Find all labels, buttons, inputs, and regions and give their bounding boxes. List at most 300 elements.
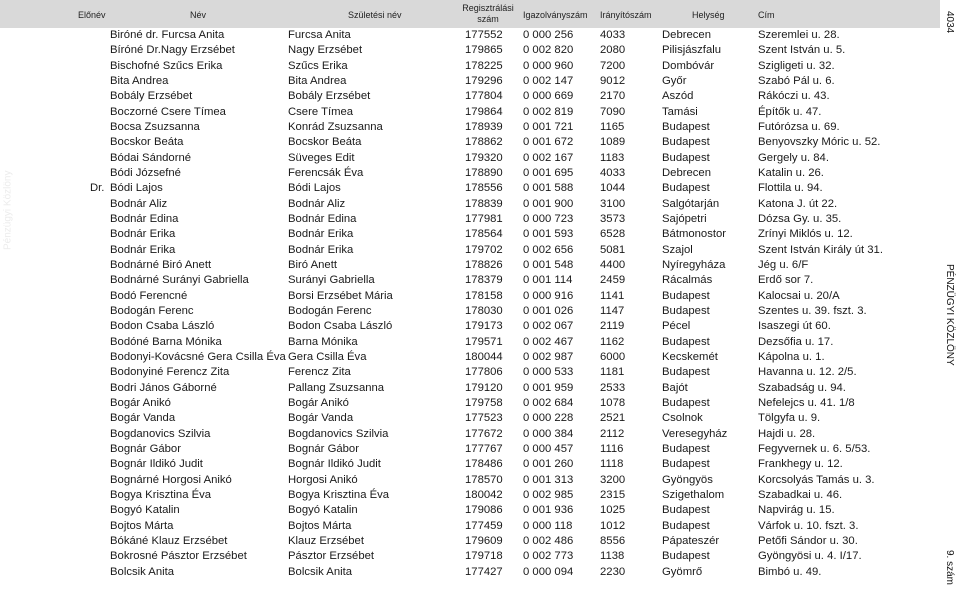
row-zip: 1025: [600, 504, 626, 517]
row-city: Salgótarján: [662, 197, 720, 210]
row-city: Budapest: [662, 304, 710, 317]
table-row: [0, 396, 940, 411]
page-number: 4034: [944, 10, 955, 34]
table-row: [0, 43, 940, 58]
row-address: Nefelejcs u. 41. 1/8: [758, 396, 855, 409]
row-birth-name: Bodnár Aliz: [288, 197, 346, 210]
row-birth-name: Bobály Erzsébet: [288, 90, 371, 103]
row-birth-name: Furcsa Anita: [288, 29, 351, 41]
row-birth-name: Horgosi Anikó: [288, 473, 358, 486]
row-city: Pilisjászfalu: [662, 44, 722, 57]
row-address: Bimbó u. 49.: [758, 565, 822, 578]
row-city: Rácalmás: [662, 274, 713, 287]
row-zip: 4400: [600, 258, 626, 271]
row-id-card: 0 000 228: [523, 412, 574, 425]
row-address: Hajdi u. 28.: [758, 427, 816, 440]
row-city: Gyöngyös: [662, 473, 713, 486]
row-address: Építők u. 47.: [758, 105, 822, 118]
issue-number: 9. szám: [944, 549, 955, 585]
row-address: Szabadkai u. 46.: [758, 488, 843, 501]
table-row: [0, 227, 940, 242]
row-zip: 1162: [600, 335, 625, 348]
row-zip: 1118: [600, 458, 624, 471]
row-reg-number: 180044: [465, 350, 503, 363]
header-reg-line2: szám: [477, 14, 499, 24]
row-id-card: 0 001 260: [523, 458, 574, 471]
row-address: Kalocsai u. 20/A: [758, 289, 840, 302]
row-address: Zrínyi Miklós u. 12.: [758, 228, 853, 241]
row-address: Szeremlei u. 28.: [758, 29, 840, 41]
row-name: Bodonyi-Kovácsné Gera Csilla Éva: [110, 350, 286, 363]
row-birth-name: Nagy Erzsébet: [288, 44, 363, 57]
table-row: [0, 442, 940, 457]
row-city: Gyömrő: [662, 565, 703, 578]
row-name: Bocsa Zsuzsanna: [110, 121, 200, 133]
row-address: Napvirág u. 15.: [758, 504, 835, 517]
row-name: Bodnár Erika: [110, 228, 176, 241]
row-name: Bodnárné Surányi Gabriella: [110, 274, 249, 287]
row-birth-name: Barna Mónika: [288, 335, 358, 348]
row-zip: 1012: [600, 519, 626, 532]
row-zip: 1116: [600, 442, 624, 455]
row-address: Szigligeti u. 32.: [758, 59, 835, 72]
row-address: Kápolna u. 1.: [758, 350, 825, 363]
watermark: Pénzügyi Közlöny: [2, 170, 14, 250]
row-birth-name: Bodon Csaba László: [288, 320, 393, 333]
table-row: [0, 197, 940, 212]
row-city: Kecskemét: [662, 350, 718, 363]
row-birth-name: Bodnár Erika: [288, 243, 354, 256]
row-address: Tölgyfa u. 9.: [758, 412, 821, 425]
table-row: [0, 549, 940, 564]
row-name: Bodnár Aliz: [110, 197, 168, 210]
row-birth-name: Ferencz Zita: [288, 366, 351, 379]
row-id-card: 0 001 114: [523, 274, 573, 287]
row-reg-number: 178564: [465, 228, 503, 241]
row-birth-name: Bognár Ildikó Judit: [288, 458, 381, 471]
table-row: [0, 258, 940, 273]
row-name: Bodri János Gáborné: [110, 381, 217, 394]
row-name: Bókáné Klauz Erzsébet: [110, 534, 228, 547]
row-zip: 1165: [600, 121, 625, 133]
row-id-card: 0 002 773: [523, 550, 574, 563]
row-name: Bogár Anikó: [110, 396, 171, 409]
row-address: Szent István Király út 31.: [758, 243, 883, 256]
row-city: Veresegyház: [662, 427, 728, 440]
row-zip: 6528: [600, 228, 626, 241]
row-city: Budapest: [662, 289, 710, 302]
row-birth-name: Biró Anett: [288, 258, 337, 271]
row-id-card: 0 000 118: [523, 519, 573, 532]
row-city: Nyíregyháza: [662, 258, 726, 271]
row-zip: 2315: [600, 488, 626, 501]
row-reg-number: 178939: [465, 121, 503, 133]
row-address: Frankhegy u. 12.: [758, 458, 843, 471]
header-prefix: Előnév: [78, 10, 106, 20]
row-name: Bognárné Horgosi Anikó: [110, 473, 232, 486]
table-row: [0, 135, 940, 150]
table-row: [0, 74, 940, 89]
row-id-card: 0 002 467: [523, 335, 574, 348]
row-reg-number: 178862: [465, 136, 503, 149]
row-name: Bognár Ildikó Judit: [110, 458, 203, 471]
row-address: Fegyvernek u. 6. 5/53.: [758, 442, 871, 455]
row-birth-name: Bogdanovics Szilvia: [288, 427, 389, 440]
row-city: Budapest: [662, 366, 710, 379]
table-row: [0, 181, 940, 196]
row-address: Isaszegi út 60.: [758, 320, 831, 333]
row-address: Katalin u. 26.: [758, 167, 824, 179]
row-city: Budapest: [662, 458, 710, 471]
row-reg-number: 179173: [465, 320, 503, 333]
row-id-card: 0 001 672: [523, 136, 574, 149]
row-name: Bogár Vanda: [110, 412, 176, 425]
row-zip: 1181: [600, 366, 625, 379]
row-city: Budapest: [662, 442, 710, 455]
row-id-card: 0 001 900: [523, 197, 574, 210]
header-id-card: Igazolványszám: [523, 10, 588, 20]
row-id-card: 0 000 960: [523, 59, 574, 72]
row-birth-name: Surányi Gabriella: [288, 274, 375, 287]
row-name: Bodnár Edina: [110, 213, 179, 225]
row-birth-name: Csere Tímea: [288, 105, 354, 118]
row-birth-name: Pallang Zsuzsanna: [288, 381, 385, 394]
row-city: Budapest: [662, 182, 710, 195]
row-name: Bodó Ferencné: [110, 289, 188, 302]
row-reg-number: 177552: [465, 29, 503, 41]
table-row: [0, 350, 940, 365]
row-city: Tamási: [662, 105, 698, 118]
table-header: [0, 0, 940, 28]
row-birth-name: Bognár Gábor: [288, 442, 359, 455]
row-name: Bocskor Beáta: [110, 136, 184, 149]
row-id-card: 0 000 094: [523, 565, 574, 578]
row-reg-number: 178225: [465, 59, 503, 72]
row-birth-name: Bodogán Ferenc: [288, 304, 372, 317]
row-birth-name: Ferencsák Éva: [288, 167, 364, 179]
header-reg-number: [458, 3, 518, 25]
row-id-card: 0 002 985: [523, 488, 574, 501]
row-name: Boczorné Csere Tímea: [110, 105, 226, 118]
row-zip: 7090: [600, 105, 626, 118]
table-row: [0, 273, 940, 288]
row-city: Csolnok: [662, 412, 703, 425]
row-id-card: 0 000 916: [523, 289, 574, 302]
row-id-card: 0 002 147: [523, 75, 574, 87]
row-birth-name: Bojtos Márta: [288, 519, 352, 532]
row-reg-number: 179571: [465, 335, 503, 348]
row-city: Debrecen: [662, 167, 711, 179]
row-name: Bodnárné Biró Anett: [110, 258, 212, 271]
row-birth-name: Bita Andrea: [288, 75, 347, 87]
row-reg-number: 180042: [465, 488, 503, 501]
row-city: Budapest: [662, 151, 710, 164]
row-reg-number: 179758: [465, 396, 503, 409]
row-city: Debrecen: [662, 29, 711, 41]
row-birth-name: Bogár Vanda: [288, 412, 354, 425]
row-birth-name: Bocskor Beáta: [288, 136, 362, 149]
row-zip: 4033: [600, 167, 626, 179]
row-zip: 7200: [600, 59, 626, 72]
row-zip: 1078: [600, 396, 626, 409]
table-row: [0, 105, 940, 120]
row-name: Bogyó Katalin: [110, 504, 180, 517]
page-side-margin: [940, 0, 959, 597]
row-name: Bódi Lajos: [110, 182, 163, 195]
row-address: Várfok u. 10. fszt. 3.: [758, 519, 859, 532]
table-row: [0, 365, 940, 380]
row-birth-name: Bogya Krisztina Éva: [288, 488, 390, 501]
row-city: Szigethalom: [662, 488, 725, 501]
row-birth-name: Bolcsik Anita: [288, 565, 353, 578]
row-address: Szabadság u. 94.: [758, 381, 846, 394]
row-birth-name: Gera Csilla Éva: [288, 350, 367, 363]
row-name: Bokrosné Pásztor Erzsébet: [110, 550, 247, 563]
row-id-card: 0 001 548: [523, 258, 574, 271]
row-zip: 1089: [600, 136, 626, 149]
row-birth-name: Süveges Edit: [288, 151, 355, 164]
row-reg-number: 179609: [465, 534, 503, 547]
row-city: Bátmonostor: [662, 228, 727, 241]
row-reg-number: 177806: [465, 366, 503, 379]
row-zip: 2521: [600, 412, 626, 425]
table-row: [0, 335, 940, 350]
row-birth-name: Bodnár Edina: [288, 213, 357, 225]
row-address: Szabó Pál u. 6.: [758, 75, 835, 87]
row-reg-number: 179120: [465, 381, 503, 394]
row-address: Dezsőfia u. 17.: [758, 335, 834, 348]
row-name: Bobály Erzsébet: [110, 90, 193, 103]
row-name: Bodnár Erika: [110, 243, 176, 256]
row-id-card: 0 000 723: [523, 213, 574, 225]
row-zip: 2119: [600, 320, 625, 333]
row-birth-name: Pásztor Erzsébet: [288, 550, 375, 563]
row-reg-number: 177459: [465, 519, 503, 532]
row-birth-name: Bogár Anikó: [288, 396, 349, 409]
row-name: Biróné dr. Furcsa Anita: [110, 29, 225, 41]
row-name: Bogdanovics Szilvia: [110, 427, 211, 440]
row-name: Bódi Józsefné: [110, 167, 181, 179]
row-city: Győr: [662, 75, 687, 87]
table-row: [0, 411, 940, 426]
row-id-card: 0 000 256: [523, 29, 574, 41]
row-address: Szentes u. 39. fszt. 3.: [758, 304, 867, 317]
row-reg-number: 177523: [465, 412, 503, 425]
header-address: Cím: [758, 10, 775, 20]
row-id-card: 0 001 026: [523, 304, 574, 317]
table-row: [0, 89, 940, 104]
row-zip: 2230: [600, 565, 626, 578]
row-reg-number: 178030: [465, 304, 503, 317]
row-city: Budapest: [662, 136, 710, 149]
row-reg-number: 178556: [465, 182, 503, 195]
row-address: Rákóczi u. 43.: [758, 90, 830, 103]
row-id-card: 0 001 959: [523, 381, 574, 394]
row-id-card: 0 002 819: [523, 105, 574, 118]
row-city: Budapest: [662, 504, 710, 517]
row-reg-number: 178890: [465, 167, 503, 179]
row-id-card: 0 002 656: [523, 243, 574, 256]
table-row: [0, 473, 940, 488]
header-name: Név: [190, 10, 207, 20]
table-row: [0, 304, 940, 319]
row-birth-name: Bódi Lajos: [288, 182, 341, 195]
row-city: Budapest: [662, 335, 710, 348]
row-reg-number: 179864: [465, 105, 503, 118]
row-id-card: 0 002 486: [523, 534, 574, 547]
row-zip: 2459: [600, 274, 626, 287]
row-reg-number: 178570: [465, 473, 503, 486]
row-zip: 4033: [600, 29, 626, 41]
row-reg-number: 177767: [465, 442, 503, 455]
table-row: [0, 28, 940, 43]
row-address: Dózsa Gy. u. 35.: [758, 213, 842, 225]
row-zip: 2533: [600, 381, 626, 394]
row-city: Budapest: [662, 519, 710, 532]
row-zip: 5081: [600, 243, 626, 256]
row-id-card: 0 001 721: [523, 121, 574, 133]
row-address: Gyöngyösi u. 4. I/17.: [758, 550, 862, 563]
row-reg-number: 179865: [465, 44, 503, 57]
row-address: Flottila u. 94.: [758, 182, 823, 195]
table-row: [0, 151, 940, 166]
row-reg-number: 177427: [465, 565, 503, 578]
row-id-card: 0 001 588: [523, 182, 574, 195]
row-birth-name: Szűcs Erika: [288, 59, 348, 72]
row-id-card: 0 002 684: [523, 396, 574, 409]
row-name: Bíróné Dr.Nagy Erzsébet: [110, 44, 235, 57]
header-city: Helység: [692, 10, 725, 20]
table-row: [0, 59, 940, 74]
row-reg-number: 179718: [465, 550, 503, 563]
row-id-card: 0 000 533: [523, 366, 574, 379]
table-row: [0, 166, 940, 181]
row-zip: 8556: [600, 534, 626, 547]
journal-title: PÉNZÜGYI KÖZLÖNY: [944, 264, 955, 366]
row-address: Petőfi Sándor u. 30.: [758, 534, 858, 547]
row-zip: 2080: [600, 44, 626, 57]
row-address: Havanna u. 12. 2/5.: [758, 366, 857, 379]
row-address: Benyovszky Móric u. 52.: [758, 136, 881, 149]
row-zip: 1044: [600, 182, 626, 195]
row-name: Bódai Sándorné: [110, 151, 192, 164]
row-id-card: 0 002 167: [523, 151, 574, 164]
table-row: [0, 488, 940, 503]
row-address: Szent István u. 5.: [758, 44, 846, 57]
row-name: Bogya Krisztina Éva: [110, 488, 212, 501]
header-reg-line1: Regisztrálási: [462, 3, 514, 13]
table-row: [0, 519, 940, 534]
row-birth-name: Konrád Zsuzsanna: [288, 121, 383, 133]
table-row: [0, 457, 940, 472]
row-birth-name: Bodnár Erika: [288, 228, 354, 241]
row-address: Futórózsa u. 69.: [758, 121, 840, 133]
row-city: Budapest: [662, 396, 710, 409]
row-city: Szajol: [662, 243, 693, 256]
row-address: Katona J. út 22.: [758, 197, 838, 210]
row-zip: 6000: [600, 350, 626, 363]
row-address: Gergely u. 84.: [758, 151, 829, 164]
row-address: Jég u. 6/F: [758, 258, 809, 271]
row-zip: 2170: [600, 90, 626, 103]
row-city: Pápateszér: [662, 534, 720, 547]
row-city: Budapest: [662, 550, 710, 563]
row-reg-number: 179296: [465, 75, 503, 87]
row-reg-number: 178158: [465, 289, 503, 302]
row-city: Aszód: [662, 90, 694, 103]
row-name: Bodogán Ferenc: [110, 304, 194, 317]
row-name: Bischofné Szűcs Erika: [110, 59, 223, 72]
row-reg-number: 179320: [465, 151, 503, 164]
row-zip: 1141: [600, 289, 625, 302]
row-zip: 3200: [600, 473, 626, 486]
header-zip: Irányítószám: [600, 10, 652, 20]
table-row: [0, 319, 940, 334]
row-city: Pécel: [662, 320, 691, 333]
row-name: Bojtos Márta: [110, 519, 174, 532]
row-reg-number: 179086: [465, 504, 503, 517]
row-address: Korcsolyás Tamás u. 3.: [758, 473, 875, 486]
row-city: Budapest: [662, 121, 710, 133]
table-row: [0, 212, 940, 227]
row-id-card: 0 001 695: [523, 167, 574, 179]
row-reg-number: 178839: [465, 197, 503, 210]
row-zip: 1138: [600, 550, 625, 563]
row-zip: 1147: [600, 304, 625, 317]
row-id-card: 0 000 384: [523, 427, 574, 440]
row-id-card: 0 000 457: [523, 442, 574, 455]
row-name: Bognár Gábor: [110, 442, 181, 455]
row-id-card: 0 001 593: [523, 228, 574, 241]
row-reg-number: 177981: [465, 213, 503, 225]
table-row: [0, 565, 940, 580]
table-row: [0, 243, 940, 258]
row-zip: 1183: [600, 151, 625, 164]
row-birth-name: Bogyó Katalin: [288, 504, 358, 517]
row-name: Bolcsik Anita: [110, 565, 175, 578]
row-zip: 3100: [600, 197, 626, 210]
row-reg-number: 178379: [465, 274, 503, 287]
row-id-card: 0 002 987: [523, 350, 574, 363]
row-reg-number: 178486: [465, 458, 503, 471]
row-birth-name: Borsi Erzsébet Mária: [288, 289, 393, 302]
row-city: Sajópetri: [662, 213, 707, 225]
row-prefix: Dr.: [90, 182, 105, 195]
row-reg-number: 179702: [465, 243, 503, 256]
row-zip: 2112: [600, 427, 625, 440]
header-birth-name: Születési név: [348, 10, 402, 20]
row-id-card: 0 002 067: [523, 320, 574, 333]
table-row: [0, 120, 940, 135]
row-id-card: 0 002 820: [523, 44, 574, 57]
row-city: Dombóvár: [662, 59, 715, 72]
table-row: [0, 381, 940, 396]
table-row: [0, 427, 940, 442]
row-name: Bita Andrea: [110, 75, 169, 87]
row-name: Bodon Csaba László: [110, 320, 215, 333]
row-zip: 9012: [600, 75, 626, 87]
row-zip: 3573: [600, 213, 626, 225]
row-name: Bodonyiné Ferencz Zita: [110, 366, 230, 379]
table-row: [0, 503, 940, 518]
row-id-card: 0 000 669: [523, 90, 574, 103]
row-city: Bajót: [662, 381, 688, 394]
row-reg-number: 177672: [465, 427, 503, 440]
table-row: [0, 534, 940, 549]
row-name: Bodóné Barna Mónika: [110, 335, 222, 348]
table-row: [0, 289, 940, 304]
row-address: Erdő sor 7.: [758, 274, 814, 287]
